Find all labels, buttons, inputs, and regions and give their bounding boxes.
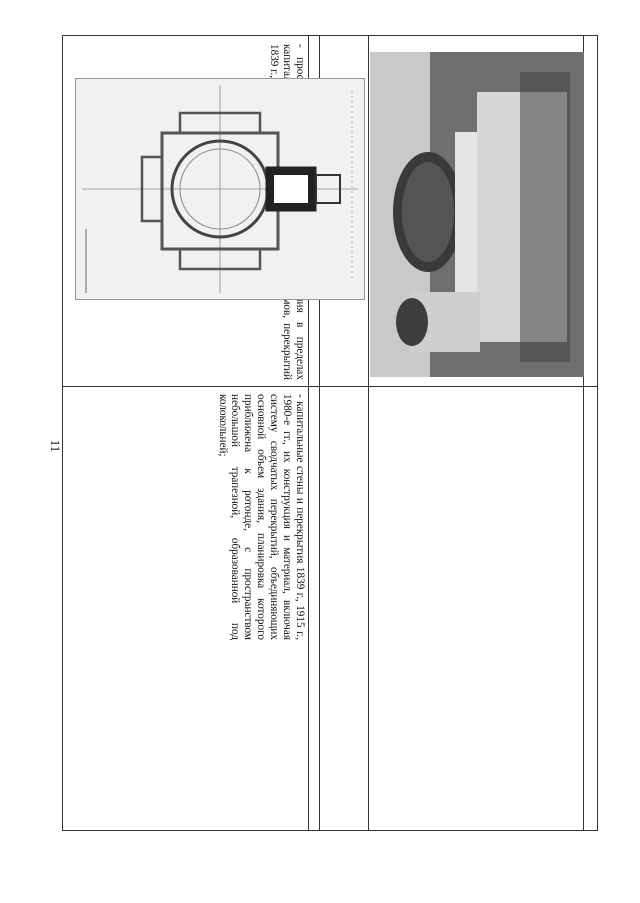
row-2-text-cell — [63, 386, 308, 646]
column-divider-3 — [368, 36, 369, 830]
church-photograph-icon — [370, 52, 584, 377]
church-photo-image — [370, 52, 584, 377]
row-2-text: - капитальные стены и перекрытия 1839 г., 1915 г., 1980-е гг., их конструкция и материал, включая систему сводчатых перекрытий, объединяющих основной объем здания, планировка которого приближена к ротонде, с пространством небольшой трапезной, образованной под колокольней; — [216, 394, 306, 640]
floor-plan-image — [75, 78, 365, 300]
floor-plan-drawing-icon — [76, 79, 364, 299]
page-number: 11 — [48, 439, 63, 453]
